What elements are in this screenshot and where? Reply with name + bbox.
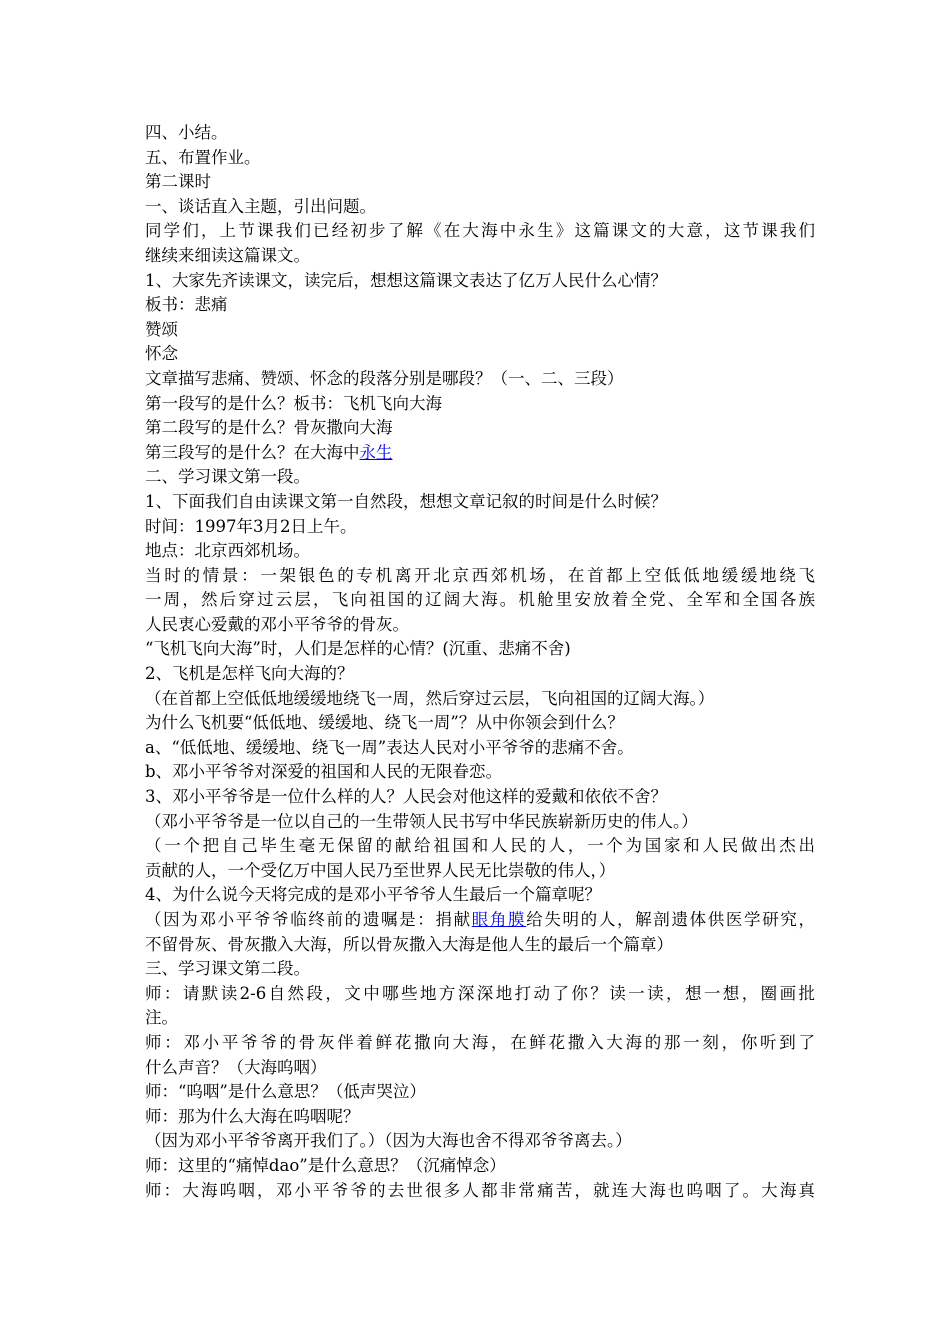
line-text: 1、下面我们自由读课文第一自然段，想想文章记叙的时间是什么时候？ bbox=[145, 491, 667, 511]
text-line bbox=[145, 834, 815, 859]
line-text: （因为邓小平爷爷离开我们了。）（因为大海也舍不得邓爷爷离去。） bbox=[145, 1131, 632, 1151]
text-line bbox=[145, 318, 815, 343]
text-line bbox=[145, 613, 815, 638]
line-text: （在首都上空低低地缓缓地绕飞一周，然后穿过云层，飞向祖国的辽阔大海。） bbox=[145, 688, 715, 708]
document-body bbox=[145, 121, 815, 1203]
line-text: （因为邓小平爷爷临终前的遗嘱是：捐献 bbox=[145, 910, 472, 929]
line-text: 师：邓小平爷爷的骨灰伴着鲜花撒向大海，在鲜花撒入大海的那一刻，你听到了 bbox=[145, 1032, 815, 1052]
line-text: a、“低低地、缓缓地、绕飞一周”表达人民对小平爷爷的悲痛不舍。 bbox=[145, 737, 634, 757]
text-line bbox=[145, 711, 815, 736]
text-line bbox=[145, 785, 815, 810]
line-text: 3、邓小平爷爷是一位什么样的人？人民会对他这样的爱戴和依依不舍？ bbox=[145, 787, 667, 807]
text-line bbox=[145, 490, 815, 515]
line-text: 四、小结。 bbox=[145, 123, 228, 142]
text-line bbox=[145, 367, 815, 392]
line-text: 文章描写悲痛、赞颂、怀念的段落分别是哪段？（一、二、三段） bbox=[145, 368, 624, 388]
line-text: 不留骨灰、骨灰撒入大海，所以骨灰撒入大海是他人生的最后一个篇章） bbox=[145, 934, 673, 954]
text-line bbox=[145, 244, 815, 269]
text-line bbox=[145, 416, 815, 441]
line-text: 第二课时 bbox=[145, 172, 211, 192]
line-text: 师：大海呜咽，邓小平爷爷的去世很多人都非常痛苦，就连大海也呜咽了。大海真 bbox=[145, 1180, 815, 1200]
line-text: 第三段写的是什么？在大海中 bbox=[145, 442, 360, 462]
hyperlink[interactable]: 永生 bbox=[359, 442, 393, 462]
line-text: 三、学习课文第二段。 bbox=[145, 959, 310, 979]
line-text: 怀念 bbox=[145, 344, 178, 364]
text-line bbox=[145, 810, 815, 835]
line-text: 同学们，上节课我们已经初步了解《在大海中永生》这篇课文的大意，这节课我们 bbox=[145, 221, 815, 241]
text-line bbox=[145, 539, 815, 564]
text-line bbox=[145, 933, 815, 958]
line-text: 继续来细读这篇课文。 bbox=[145, 245, 310, 265]
line-text: b、邓小平爷爷对深爱的祖国和人民的无限眷恋。 bbox=[145, 762, 503, 782]
line-text: 二、学习课文第一段。 bbox=[145, 467, 310, 487]
line-text-continued: 给失明的人，解剖遗体供医学研究， bbox=[526, 910, 815, 929]
text-line bbox=[145, 982, 815, 1007]
text-line bbox=[145, 564, 815, 589]
line-text: 当时的情景：一架银色的专机离开北京西郊机场，在首都上空低低地缓缓地绕飞 bbox=[145, 565, 815, 585]
text-line bbox=[145, 908, 815, 933]
line-text: 一、谈话直入主题，引出问题。 bbox=[145, 196, 376, 216]
text-line bbox=[145, 1179, 815, 1204]
text-line bbox=[145, 1129, 815, 1154]
text-line bbox=[145, 269, 815, 294]
line-text: 注。 bbox=[145, 1008, 178, 1028]
line-text: 师：这里的“痛悼dao”是什么意思？（沉痛悼念） bbox=[145, 1155, 506, 1175]
hyperlink[interactable]: 眼角膜 bbox=[471, 910, 527, 929]
text-line bbox=[145, 1031, 815, 1056]
line-text: 师：那为什么大海在呜咽呢？ bbox=[145, 1106, 360, 1126]
text-line bbox=[145, 687, 815, 712]
text-line bbox=[145, 760, 815, 785]
line-text: 为什么飞机要“低低地、缓缓地、绕飞一周”？从中你领会到什么？ bbox=[145, 713, 624, 733]
text-line bbox=[145, 859, 815, 884]
text-line bbox=[145, 637, 815, 662]
text-line bbox=[145, 883, 815, 908]
text-line bbox=[145, 1080, 815, 1105]
line-text: 一周，然后穿过云层，飞向祖国的辽阔大海。机舱里安放着全党、全军和全国各族 bbox=[145, 590, 815, 610]
line-text: 五、布置作业。 bbox=[145, 147, 261, 167]
line-text: 板书：悲痛 bbox=[145, 295, 228, 315]
line-text: （邓小平爷爷是一位以自己的一生带领人民书写中华民族崭新历史的伟人。） bbox=[145, 811, 698, 831]
text-line bbox=[145, 736, 815, 761]
line-text: 第二段写的是什么？骨灰撒向大海 bbox=[145, 418, 393, 438]
line-text: 2、飞机是怎样飞向大海的？ bbox=[145, 664, 354, 684]
text-line bbox=[145, 392, 815, 417]
text-line bbox=[145, 588, 815, 613]
text-line bbox=[145, 1105, 815, 1130]
line-text: 时间：1997年3月2日上午。 bbox=[145, 516, 357, 536]
line-text: “飞机飞向大海”时，人们是怎样的心情？(沉重、悲痛不舍) bbox=[145, 639, 571, 659]
text-line bbox=[145, 957, 815, 982]
text-line bbox=[145, 465, 815, 490]
line-text: 人民衷心爱戴的邓小平爷爷的骨灰。 bbox=[145, 614, 409, 634]
text-line bbox=[145, 1006, 815, 1031]
line-text: 赞颂 bbox=[145, 319, 178, 339]
text-line bbox=[145, 1154, 815, 1179]
text-line bbox=[145, 146, 815, 171]
text-line bbox=[145, 293, 815, 318]
line-text: 贡献的人，一个受亿万中国人民乃至世界人民无比崇敬的伟人，） bbox=[145, 860, 616, 880]
text-line bbox=[145, 170, 815, 195]
text-line bbox=[145, 1056, 815, 1081]
text-line bbox=[145, 515, 815, 540]
text-line bbox=[145, 121, 815, 146]
line-text: 4、为什么说今天将完成的是邓小平爷爷人生最后一个篇章呢？ bbox=[145, 885, 601, 905]
text-line bbox=[145, 342, 815, 367]
line-text: 地点：北京西郊机场。 bbox=[145, 541, 310, 561]
text-line bbox=[145, 195, 815, 220]
line-text: 第一段写的是什么？板书：飞机飞向大海 bbox=[145, 393, 442, 413]
text-line bbox=[145, 662, 815, 687]
line-text: （一个把自己毕生毫无保留的献给祖国和人民的人，一个为国家和人民做出杰出 bbox=[145, 836, 815, 856]
text-line bbox=[145, 441, 815, 466]
line-text: 什么声音？（大海呜咽） bbox=[145, 1057, 327, 1077]
line-text: 师：请默读2-6自然段，文中哪些地方深深地打动了你？读一读，想一想，圈画批 bbox=[145, 983, 815, 1003]
text-line bbox=[145, 219, 815, 244]
line-text: 师：“呜咽”是什么意思？（低声哭泣） bbox=[145, 1082, 426, 1102]
line-text: 1、大家先齐读课文，读完后，想想这篇课文表达了亿万人民什么心情？ bbox=[145, 270, 667, 290]
